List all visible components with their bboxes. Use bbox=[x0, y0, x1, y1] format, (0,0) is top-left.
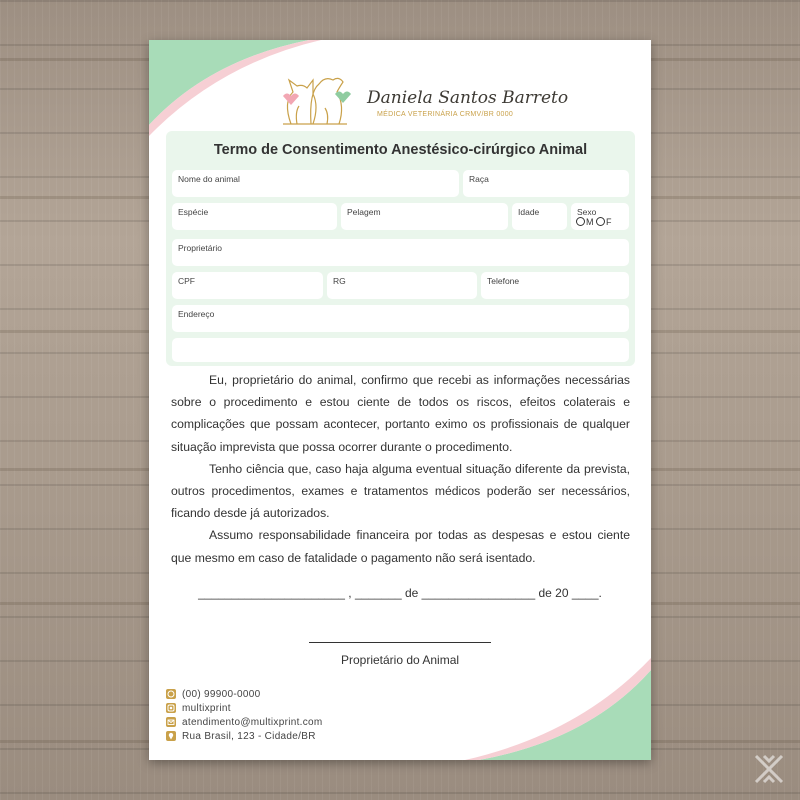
age-label: Idade bbox=[518, 207, 540, 217]
cpf-field[interactable] bbox=[172, 272, 323, 299]
location-icon bbox=[166, 731, 176, 741]
form-title: Termo de Consentimento Anestésico-cirúrgico Animal bbox=[213, 142, 588, 158]
coat-label: Pelagem bbox=[347, 207, 381, 217]
address-field[interactable] bbox=[172, 305, 629, 332]
contact-address bbox=[166, 729, 323, 743]
contact-phone-text: (00) 99900-0000 bbox=[182, 688, 261, 700]
email-icon bbox=[166, 717, 176, 727]
contact-phone bbox=[166, 687, 323, 701]
phone-field[interactable] bbox=[481, 272, 629, 299]
species-field[interactable] bbox=[172, 203, 337, 230]
contact-email-text: atendimento@multixprint.com bbox=[182, 716, 323, 728]
animal-name-field[interactable] bbox=[172, 170, 459, 197]
owner-label: Proprietário bbox=[178, 243, 222, 253]
contact-instagram bbox=[166, 701, 323, 715]
address-label: Endereço bbox=[178, 309, 215, 319]
cpf-label: CPF bbox=[178, 276, 195, 286]
contact-email bbox=[166, 715, 323, 729]
consent-paragraph: Assumo responsabilidade financeira por todas as despesas e estou ciente que mesmo em caso de fatalidade o pagamento não será isentado. bbox=[171, 528, 630, 565]
coat-field[interactable] bbox=[341, 203, 508, 230]
date-line: ______________________ , _______ de _________________ de 20 ____. bbox=[198, 586, 602, 600]
rg-label: RG bbox=[333, 276, 346, 286]
sex-female-radio[interactable] bbox=[596, 217, 605, 226]
signature-line bbox=[309, 642, 491, 643]
owner-field[interactable] bbox=[172, 239, 629, 266]
doctor-name: Daniela Santos Barreto bbox=[367, 88, 569, 108]
consent-text bbox=[171, 369, 630, 569]
sex-female-label: F bbox=[606, 217, 612, 227]
consent-form-sheet bbox=[149, 40, 651, 760]
sex-options bbox=[576, 217, 612, 227]
species-label: Espécie bbox=[178, 207, 209, 217]
contact-list bbox=[166, 687, 323, 743]
contact-instagram-text: multixprint bbox=[182, 702, 231, 714]
age-field[interactable] bbox=[512, 203, 567, 230]
doctor-credentials: MÉDICA VETERINÁRIA CRMV/BR 0000 bbox=[377, 111, 514, 118]
patient-form bbox=[166, 131, 635, 366]
sex-male-radio[interactable] bbox=[576, 217, 585, 226]
phone-label: Telefone bbox=[487, 276, 520, 286]
sex-male-label: M bbox=[586, 217, 594, 227]
sex-label: Sexo bbox=[577, 207, 597, 217]
multix-watermark-icon bbox=[752, 752, 786, 786]
animal-name-label: Nome do animal bbox=[178, 174, 240, 184]
signature-label: Proprietário do Animal bbox=[340, 653, 460, 667]
contact-address-text: Rua Brasil, 123 - Cidade/BR bbox=[182, 730, 316, 742]
consent-paragraph: Eu, proprietário do animal, confirmo que recebi as informações necessárias sobre o procedimento e estou ciente de todos os riscos, efeitos colaterais e complicações que possam acontecer, portanto eximo os profissionais de qualquer situação imprevista que possa ocorrer durante o procedimento. bbox=[171, 373, 630, 454]
instagram-icon bbox=[166, 703, 176, 713]
breed-label: Raça bbox=[469, 174, 489, 184]
consent-paragraph: Tenho ciência que, caso haja alguma eventual situação diferente da prevista, outros procedimentos, exames e tratamentos médicos poderão ser necessários, ficando desde já autorizados. bbox=[171, 461, 630, 521]
breed-field[interactable] bbox=[463, 170, 629, 197]
address-line-2-field[interactable] bbox=[172, 338, 629, 362]
sex-field bbox=[571, 203, 629, 230]
whatsapp-icon bbox=[166, 689, 176, 699]
rg-field[interactable] bbox=[327, 272, 477, 299]
